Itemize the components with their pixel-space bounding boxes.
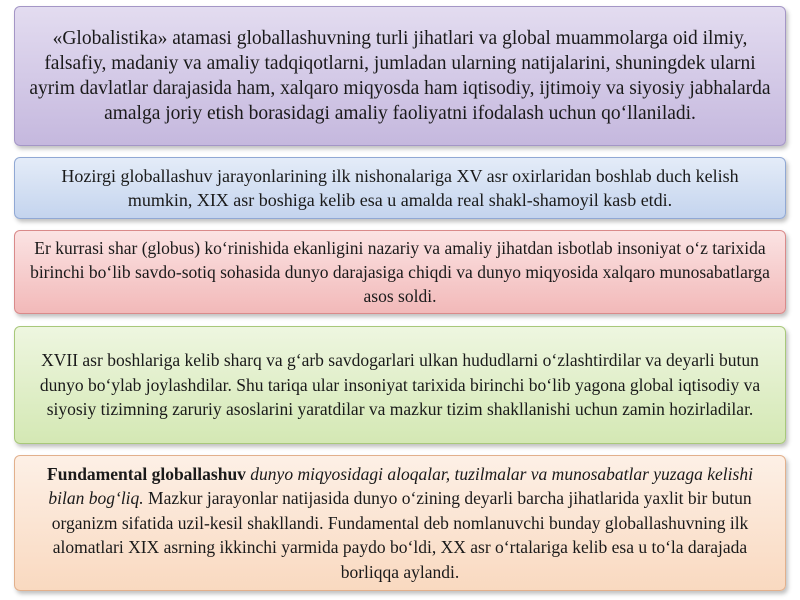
globalistika-definition-text: «Globalistika» atamasi globallashuvning turli jihatlari va global muammolarga oid ilmiy, falsafiy, madaniy va amaliy tadqiqotlarni, jumladan ularning natijalarini, shuningdek ularni ayrim davlatlar darajasida ham, xalqaro miqyosda ham iqtisodiy, ijtimoiy va siyosiy jabhalarda amalga joriy etish borasidagi amaliy faoliyatni ifodalash uchun qo‘llaniladi. (29, 28, 771, 124)
fundamental-globalization-paragraph (29, 462, 771, 585)
fundamental-term: Fundamental globallashuv (47, 463, 246, 484)
xvii-century-box (14, 326, 786, 444)
earth-shape-text: Er kurrasi shar (globus) ko‘rinishida ekanligini nazariy va amaliy jihatdan isbotlab insoniyat o‘z tarixida birinchi bo‘lib savdo-sotiq sohasida dunyo darajasiga chiqdi va dunyo miqyosida xalqaro munosabatlarga asos soldi. (30, 238, 770, 306)
early-signs-text: Hozirgi globallashuv jarayonlarining ilk nishonalariga XV asr oxirlaridan boshlab duch kelish mumkin, XIX asr boshiga kelib esa u amalda real shakl-shamoyil kasb etdi. (61, 166, 739, 210)
fundamental-definition: dunyo miqyosidagi aloqalar, tuzilmalar va munosabatlar yuzaga kelishi bilan bog‘liq. (48, 463, 753, 509)
early-signs-box (14, 157, 786, 219)
earth-shape-box (14, 230, 786, 314)
globalistika-definition-box (14, 6, 786, 146)
fundamental-rest: Mazkur jarayonlar natijasida dunyo o‘zining deyarli barcha jihatlarida yaxlit bir butun organizm sifatida uzil-kesil shakllandi. Fundamental deb nomlanuvchi bunday globallashuvning ilk alomatlari XIX asrning ikkinchi yarmida paydo bo‘ldi, XX asr o‘rtalariga kelib esa u to‘la darajada borliqqa aylandi. (51, 488, 752, 582)
fundamental-globalization-box (14, 455, 786, 591)
xvii-century-text: XVII asr boshlariga kelib sharq va g‘arb savdogarlari ulkan hududlarni o‘zlashtirdilar va deyarli butun dunyo bo‘ylab joylashdilar. Shu tariqa ular insoniyat tarixida birinchi bo‘lib yagona global iqtisodiy va siyosiy tizimning zaruriy asoslarini yaratdilar va mazkur tizim shakllanishi uchun zamin hozirladilar. (39, 350, 761, 420)
